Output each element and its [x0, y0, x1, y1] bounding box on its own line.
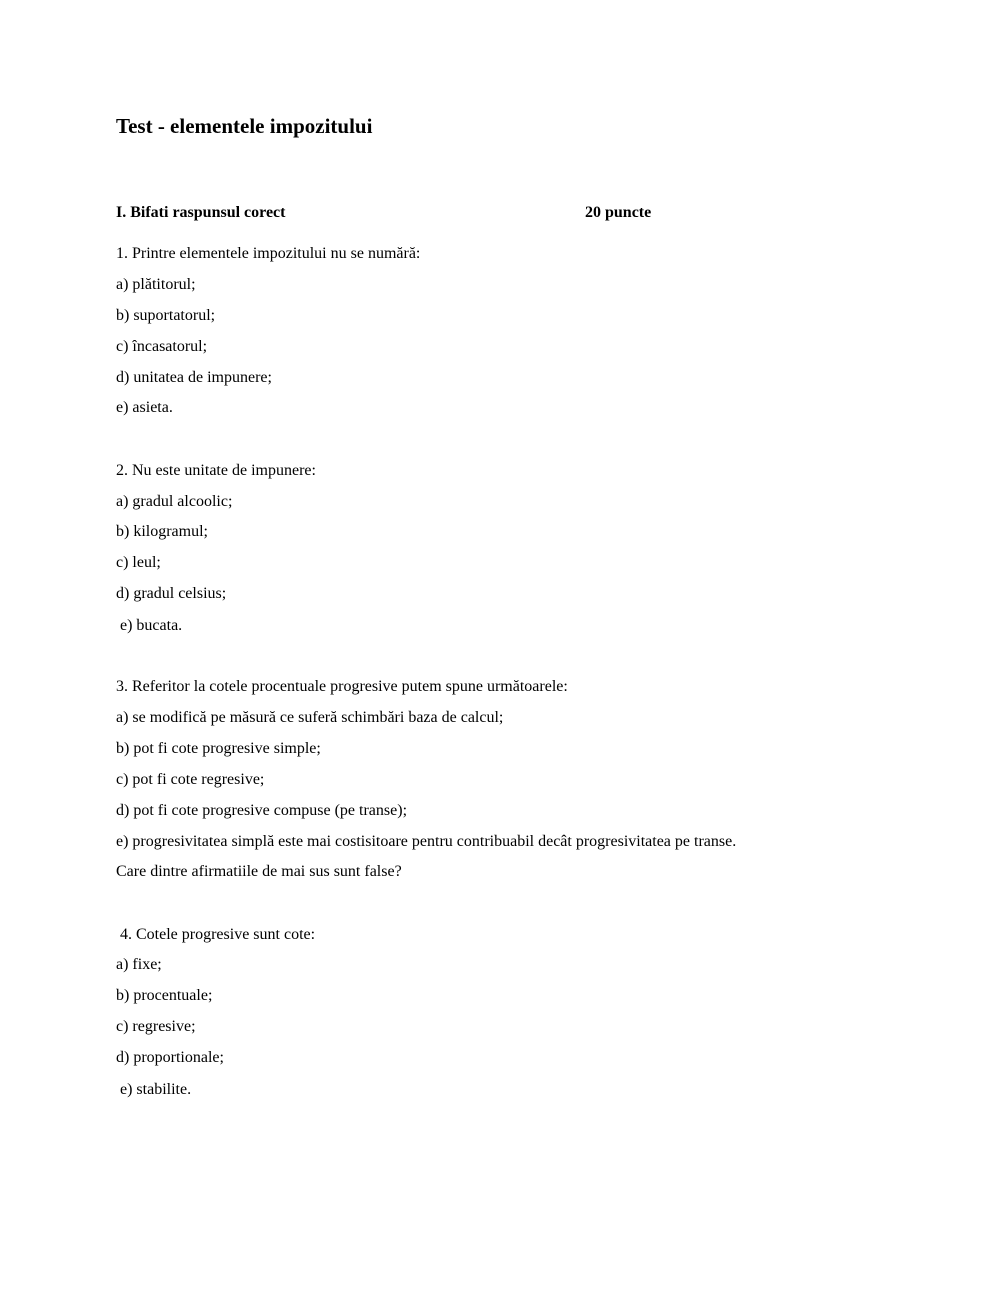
question-1-option-a: a) plătitorul; — [116, 276, 196, 293]
question-4-option-e: e) stabilite. — [120, 1081, 192, 1098]
document-title: Test - elementele impozitului — [116, 114, 373, 138]
question-1-option-d: d) unitatea de impunere; — [116, 369, 272, 386]
question-4-option-c: c) regresive; — [116, 1018, 196, 1035]
question-3-option-e: e) progresivitatea simplă este mai costisitoare pentru contribuabil decât progresivitatea pe transe. — [116, 833, 737, 850]
question-1-option-c: c) încasatorul; — [116, 338, 208, 355]
question-1-option-b: b) suportatorul; — [116, 307, 216, 324]
question-2-option-b: b) kilogramul; — [116, 523, 208, 540]
section-points: 20 puncte — [585, 204, 652, 221]
question-4-text: 4. Cotele progresive sunt cote: — [120, 926, 316, 943]
question-3-option-b: b) pot fi cote progresive simple; — [116, 740, 321, 757]
question-2-option-e: e) bucata. — [120, 617, 183, 634]
question-4-option-a: a) fixe; — [116, 956, 162, 973]
section-header — [116, 204, 716, 222]
question-2-option-c: c) leul; — [116, 554, 161, 571]
question-3-option-a: a) se modifică pe măsură ce suferă schimbări baza de calcul; — [116, 709, 504, 726]
question-1-text: 1. Printre elementele impozitului nu se numără: — [116, 245, 421, 262]
question-2-option-d: d) gradul celsius; — [116, 585, 227, 602]
question-3-followup: Care dintre afirmatiile de mai sus sunt false? — [116, 863, 402, 880]
question-3-option-d: d) pot fi cote progresive compuse (pe transe); — [116, 802, 408, 819]
question-1-option-e: e) asieta. — [116, 399, 173, 416]
section-label: I. Bifati raspunsul corect — [116, 204, 286, 221]
question-2-option-a: a) gradul alcoolic; — [116, 493, 233, 510]
question-3-option-c: c) pot fi cote regresive; — [116, 771, 265, 788]
question-4-option-d: d) proportionale; — [116, 1049, 224, 1066]
question-4-option-b: b) procentuale; — [116, 987, 213, 1004]
question-3-text: 3. Referitor la cotele procentuale progresive putem spune următoarele: — [116, 678, 568, 695]
question-2-text: 2. Nu este unitate de impunere: — [116, 462, 316, 479]
